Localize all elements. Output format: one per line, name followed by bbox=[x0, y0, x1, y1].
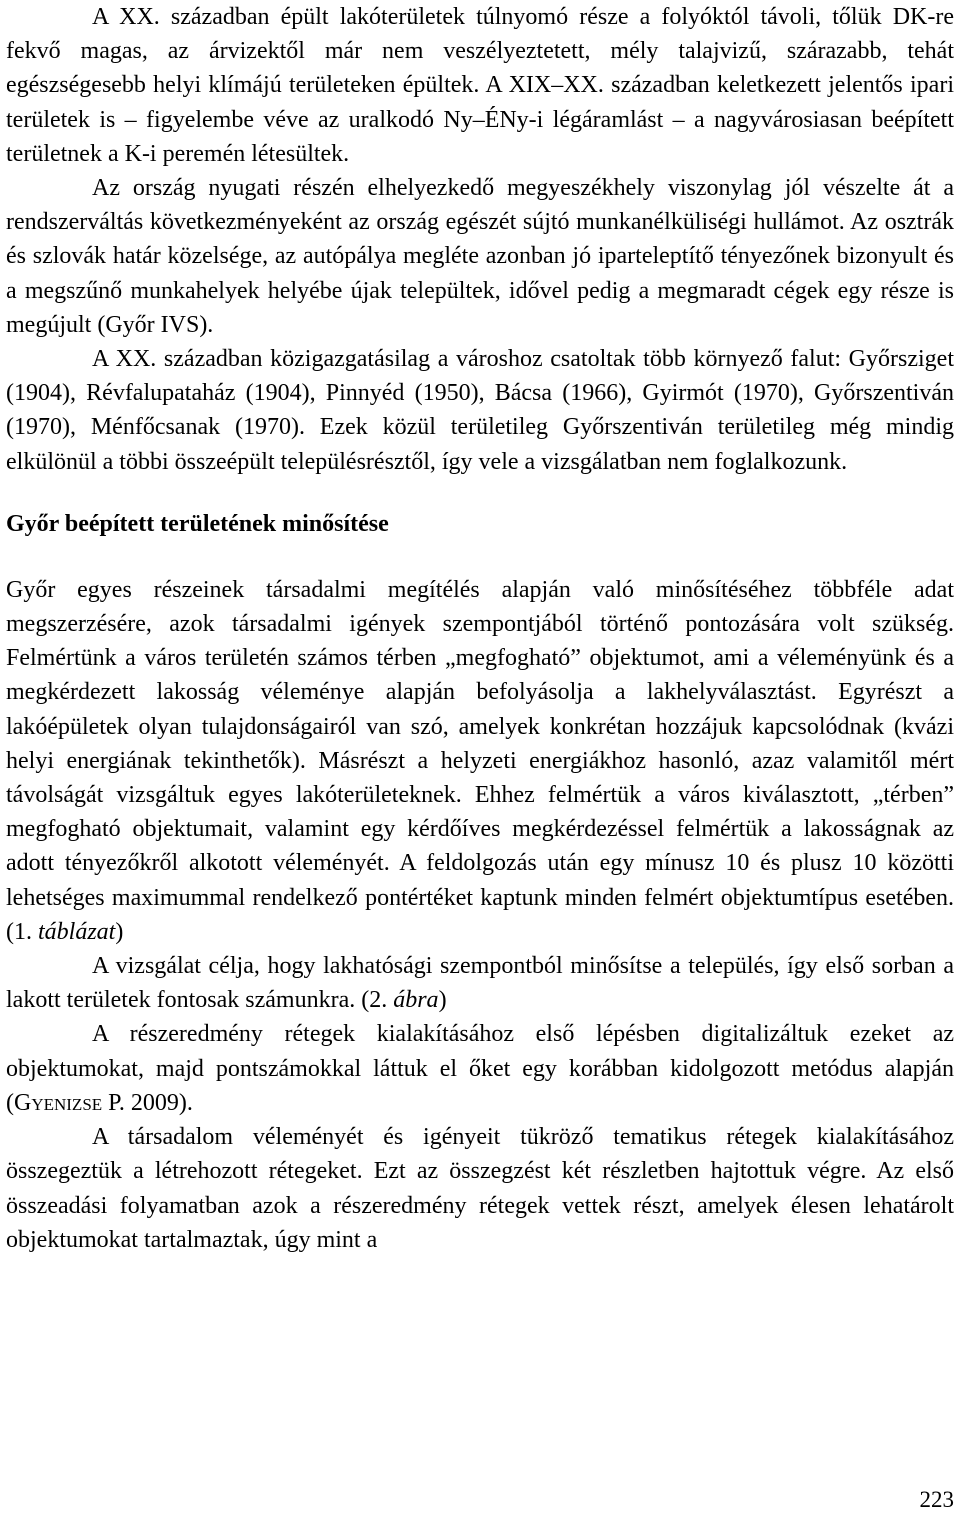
paragraph-4 bbox=[6, 573, 954, 949]
figure-ref-close: ) bbox=[438, 987, 447, 1014]
figure-ref-word: ábra bbox=[393, 987, 439, 1014]
paragraph-3: A XX. században közigazgatásilag a városhoz csatoltak több környező falut: Győrsziget (1904), Révfalupataház (1904), Pinnyéd (1950), Bácsa (1966), Gyirmót (1970), Győrszentiván (1970), Ménfőcsanak (1970). Ezek közül területileg Győrszentiván területileg még mindig elkülönül a többi összeépült településrésztől, így vele a vizsgálatban nem foglalkozunk. bbox=[6, 346, 954, 475]
paragraph-5 bbox=[6, 949, 954, 1017]
paragraph-2: Az ország nyugati részén elhelyezkedő megyeszékhely viszonylag jól vészelte át a rendszerváltás következményeként az ország egészét sújtó munkanélküliségi hullámot. Az osztrák és szlovák határ közelsége, az autópálya megléte azonban jó iparteleptítő tényezőnek bizonyult és a megszűnő munkahelyek helyébe újak települtek, idővel pedig a megmaradt cégek egy része is megújult (Győr IVS). bbox=[6, 175, 954, 338]
paragraph-6 bbox=[6, 1017, 954, 1120]
section-heading: Győr beépített területének minősítése bbox=[6, 510, 389, 537]
paragraph-6-text: A részeredmény rétegek kialakításához első lépésben digitalizáltuk ezeket az objektumokat, majd pontszámokkal láttuk el őket egy korábban kidolgozott metódus alapján ( bbox=[6, 1021, 954, 1116]
document-page bbox=[6, 0, 954, 1257]
paragraph-4-text: Győr egyes részeinek társadalmi megítélés alapján való minősítéséhez többféle adat megszerzésére, azok társadalmi igények szempontjából történő pontozására volt szükség. Felmértünk a város területén számos térben „megfogható” objektumot, ami a véleményünk és a megkérdezett lakosság véleménye alapján befolyásolja a lakhelyválasztást. Egyrészt a lakóépületek olyan tulajdonságairól van szó, amelyek konkrétan hozzájuk kapcsolódnak (kvázi helyi energiának tekinthetők). Másrészt a helyzeti energiákhoz hasonló, azaz valamitől mért távolságát vizsgáltuk egyes lakóterületeknek. Ehhez felmértük a város kiválasztott, „térben” megfogható objektumait, valamint egy kérdőíves megkérdezéssel felmértük a lakosságnak az adott tényezőkről alkotott véleményét. A feldolgozás után egy mínusz 10 és plusz 10 közötti lehetséges maximummal rendelkező pontértéket kaptunk minden felmért objektumtípus esetében. ( bbox=[6, 576, 954, 945]
figure-ref-number: 2. bbox=[369, 987, 394, 1014]
citation-author: Gyenizse bbox=[14, 1089, 103, 1116]
paragraph-7: A társadalom véleményét és igényeit tükröző tematikus rétegek kialakításához összegeztük a létrehozott rétegeket. Ezt az összegzést két részletben hajtottuk végre. Az első összeadási folyamatban azok a részeredmény rétegek vettek részt, amelyek élesen lehatárolt objektumokat tartalmaztak, úgy mint a bbox=[6, 1124, 954, 1253]
page-number: 223 bbox=[919, 1487, 954, 1512]
citation-rest: P. 2009). bbox=[102, 1089, 193, 1116]
paragraph-5-text: A vizsgálat célja, hogy lakhatósági szempontból minősítse a település, így első sorban a lakott területek fontosak számunkra. ( bbox=[6, 953, 954, 1014]
paragraph-1: A XX. században épült lakóterületek túlnyomó része a folyóktól távoli, tőlük DK-re fekvő magas, az árvizektől már nem veszélyeztetett, mély talajvizű, szárazabb, tehát egészségesebb helyi klímájú területeken épültek. A XIX–XX. században keletkezett jelentős ipari területek is – figyelembe véve az uralkodó Ny–ÉNy-i légáramlást – a nagyvárosiasan beépített területnek a K-i peremén létesültek. bbox=[6, 4, 954, 167]
table-ref-word: táblázat bbox=[38, 918, 116, 945]
table-ref-close: ) bbox=[115, 918, 124, 945]
table-ref-number: 1. bbox=[14, 918, 38, 945]
